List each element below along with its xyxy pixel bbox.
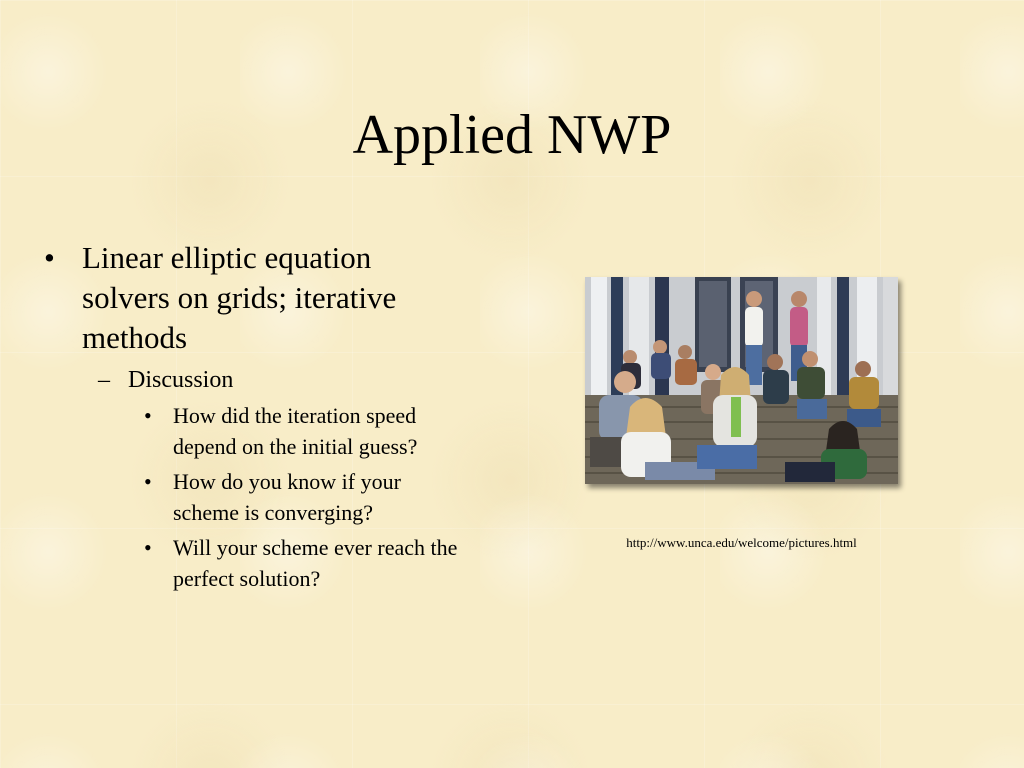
bullet-marker: • <box>144 535 152 560</box>
sub-bullet-item <box>40 364 460 396</box>
dash-marker: – <box>98 367 110 393</box>
bullet-list <box>40 238 460 594</box>
question-text: Will your scheme ever reach the perfect solution? <box>173 535 458 591</box>
slide-title: Applied NWP <box>352 104 672 166</box>
question-item <box>40 400 460 462</box>
bullet-text: Linear elliptic equation solvers on grids; iterative methods <box>82 240 397 355</box>
question-item <box>40 532 460 594</box>
bullet-marker: • <box>144 403 152 428</box>
students-on-steps-photo <box>585 277 898 484</box>
bullet-item <box>40 238 460 358</box>
question-item <box>40 466 460 528</box>
bullet-marker: • <box>144 469 152 494</box>
sub-bullet-text: Discussion <box>128 367 234 393</box>
bullet-marker: • <box>44 240 55 275</box>
photo-caption: http://www.unca.edu/welcome/pictures.html <box>626 535 857 550</box>
question-text: How did the iteration speed depend on the initial guess? <box>173 403 418 459</box>
discussion-questions <box>40 400 460 594</box>
question-text: How do you know if your scheme is converging? <box>173 469 401 525</box>
